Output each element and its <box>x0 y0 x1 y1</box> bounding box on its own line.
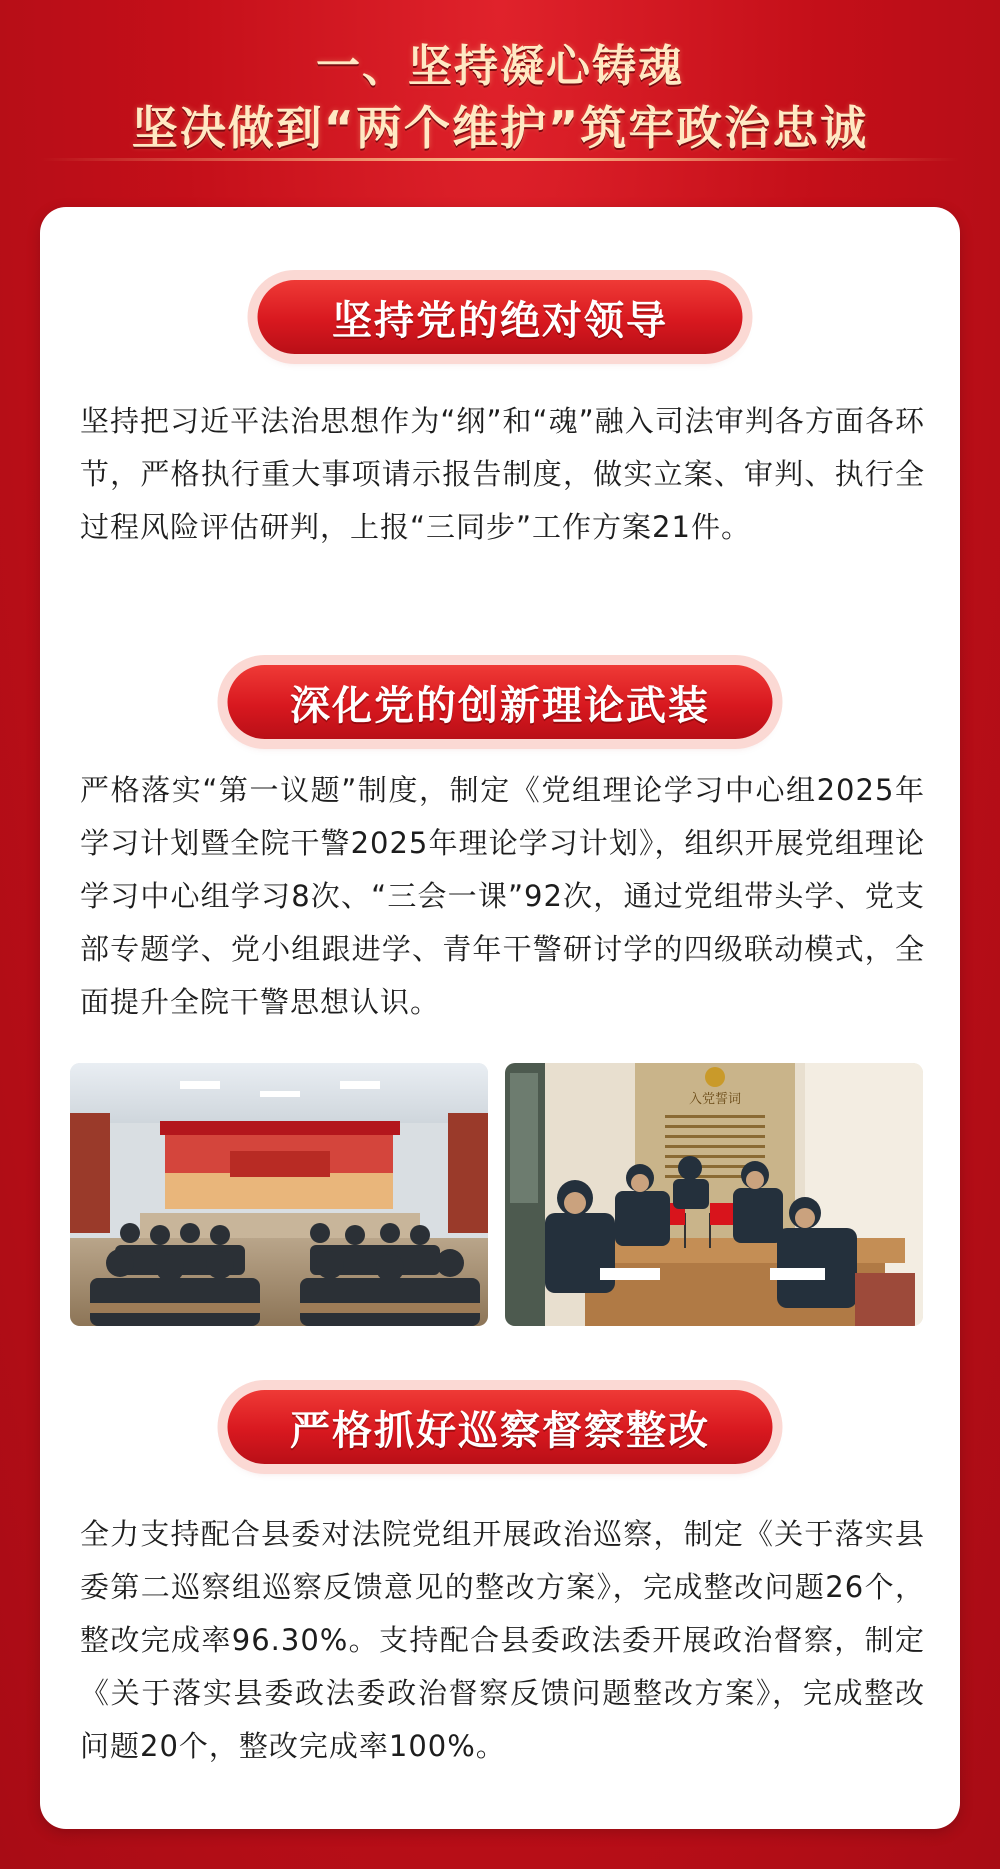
section-heading-inspection-rectification: 严格抓好巡察督察整改 <box>228 1390 773 1464</box>
section-heading-party-leadership: 坚持党的绝对领导 <box>258 280 743 354</box>
header-divider <box>40 158 960 161</box>
page-title-line-1: 一、坚持凝心铸魂 <box>316 41 684 92</box>
oath-wall-title: 入党誓词 <box>688 1092 742 1107</box>
section-body-inspection-rectification: 全力支持配合县委对法院党组开展政治巡察，制定《关于落实县委第二巡察组巡察反馈意见的整改方案》，完成整改问题26个，整改完成率96.30%。支持配合县委政法委开展政治督察，制定《关于落实县委政法委政治督察反馈问题整改方案》，完成整改问题20个，整改完成率100%。 <box>80 1517 925 1763</box>
meeting-hall-photo <box>70 1063 488 1326</box>
oath-study-photo <box>505 1063 923 1326</box>
section-body-party-leadership: 坚持把习近平法治思想作为“纲”和“魂”融入司法审判各方面各环节，严格执行重大事项请示报告制度，做实立案、审判、执行全过程风险评估研判，上报“三同步”工作方案21件。 <box>80 404 925 544</box>
section-body-theory-study: 严格落实“第一议题”制度，制定《党组理论学习中心组2025年学习计划暨全院干警2025年理论学习计划》，组织开展党组理论学习中心组学习8次、“三会一课”92次，通过党组带头学、党支部专题学、党小组跟进学、青年干警研讨学的四级联动模式，全面提升全院干警思想认识。 <box>80 773 925 1019</box>
page-title-line-2: 坚决做到“两个维护”筑牢政治忠诚 <box>131 101 869 155</box>
page-header <box>0 0 1000 175</box>
section-heading-theory-study: 深化党的创新理论武装 <box>228 665 773 739</box>
